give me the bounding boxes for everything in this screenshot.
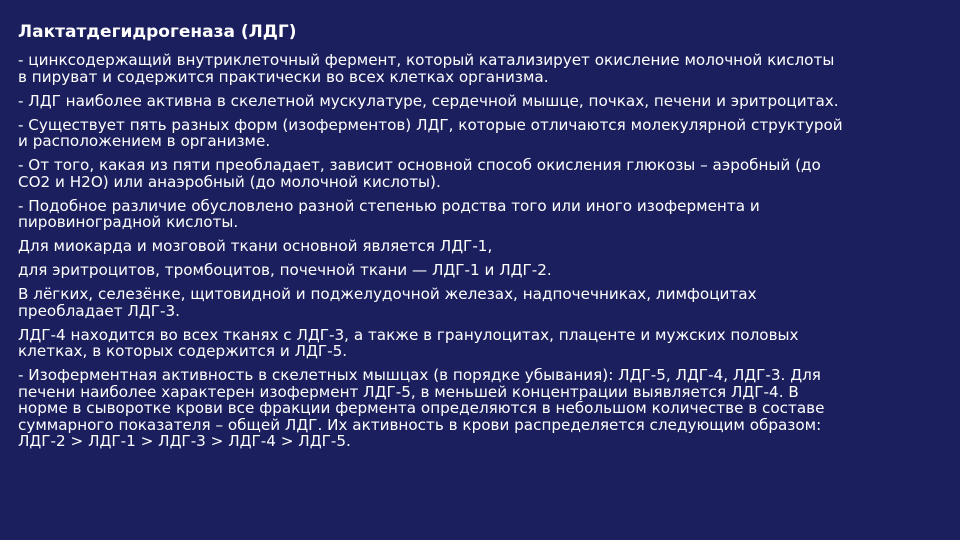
paragraph: [18, 327, 958, 360]
text-line: ЛДГ-4 находится во всех тканях с ЛДГ-3, а также в гранулоцитах, плаценте и мужских половых: [18, 325, 799, 344]
text-line: - От того, какая из пяти преобладает, зависит основной способ окисления глюкозы – аэробный (до: [18, 156, 821, 174]
text-line: пировиноградной кислоты.: [18, 213, 239, 231]
text-line: печени наиболее характерен изофермент ЛДГ-5, в меньшей концентрации выявляется ЛДГ-4. В: [18, 382, 799, 401]
paragraph: [18, 262, 958, 279]
paragraph: [18, 367, 958, 450]
text-line: суммарного показателя – общей ЛДГ. Их активность в крови распределяется следующим образом:: [18, 415, 822, 434]
text-line: - Изоферментная активность в скелетных мышцах (в порядке убывания): ЛДГ-5, ЛДГ-4, ЛДГ-3. Для: [18, 366, 821, 384]
text-line: Для миокарда и мозговой ткани основной является ЛДГ-1,: [18, 237, 493, 255]
text-line: норме в сыворотке крови все фракции фермента определяются в небольшом количестве в составе: [18, 399, 825, 417]
text-line: - Существует пять разных форм (изоферментов) ЛДГ, которые отличаются молекулярной структурой: [18, 115, 843, 134]
paragraph: [18, 157, 958, 190]
paragraph: [18, 198, 958, 231]
text-line: клетках, в которых содержится и ЛДГ-5.: [18, 342, 348, 360]
paragraph: [18, 117, 958, 150]
text-line: - Подобное различие обусловлено разной степенью родства того или иного изофермента и: [18, 196, 760, 215]
slide-body: [18, 52, 958, 457]
text-line: ЛДГ-2 > ЛДГ-1 > ЛДГ-3 > ЛДГ-4 > ЛДГ-5.: [18, 432, 351, 450]
paragraph: [18, 93, 958, 110]
text-line: для эритроцитов, тромбоцитов, почечной ткани — ЛДГ-1 и ЛДГ-2.: [18, 261, 552, 279]
text-line: - цинксодержащий внутриклеточный фермент, который катализирует окисление молочной кислоты: [18, 51, 835, 69]
text-line: СО2 и Н2О) или анаэробный (до молочной кислоты).: [18, 172, 441, 191]
paragraph: [18, 52, 958, 85]
text-line: - ЛДГ наиболее активна в скелетной мускулатуре, сердечной мышце, почках, печени и эритроцитах.: [18, 91, 839, 110]
text-line: и расположением в организме.: [18, 132, 271, 150]
paragraph: [18, 238, 958, 255]
text-line: в пируват и содержится практически во всех клетках организма.: [18, 67, 549, 86]
paragraph: [18, 286, 958, 319]
text-line: В лёгких, селезёнке, щитовидной и поджелудочной железах, надпочечниках, лимфоцитах: [18, 285, 757, 303]
slide-title: Лактатдегидрогеназа (ЛДГ): [18, 22, 297, 42]
text-line: преобладает ЛДГ-3.: [18, 301, 180, 320]
